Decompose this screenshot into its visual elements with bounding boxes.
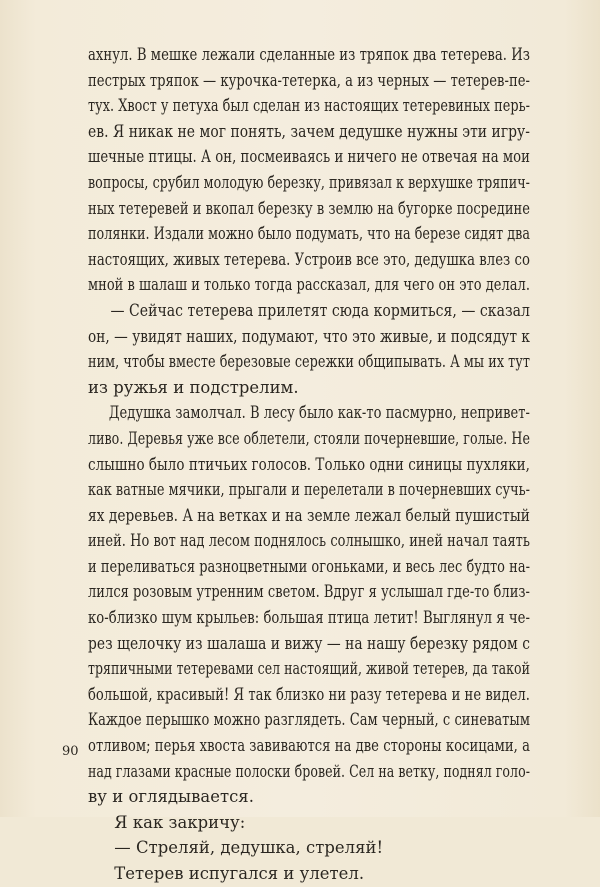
text-line: настоящих, живых тетерева. Устроив все это, дедушка влез со [88, 249, 530, 269]
text-line: большой, красивый! Я так близко ни разу тетерева и не видел. [88, 684, 530, 704]
text-line: ях деревьев. А на ветках и на земле лежал белый пушистый [88, 505, 530, 525]
text-line: рез щелочку из шалаша и вижу — на нашу березку рядом с [88, 633, 530, 653]
text-line: мной в шалаш и только тогда рассказал, для чего он это делал. [88, 275, 530, 295]
text-line: из ружья и подстрелим. [88, 377, 299, 397]
text-line: он, — увидят наших, подумают, что это живые, и подсядут к [88, 326, 530, 346]
text-line: ко-близко шум крыльев: большая птица летит! Выглянул я че- [88, 608, 530, 628]
text-line: ев. Я никак не мог понять, зачем дедушке нужны эти игру- [88, 121, 530, 141]
body-text [88, 42, 530, 887]
text-line: ним, чтобы вместе березовые сережки общипывать. А мы их тут [88, 352, 530, 372]
text-line: ву и оглядывается. [88, 787, 254, 807]
text-line: — Стреляй, дедушка, стреляй! [88, 838, 384, 858]
text-line: тряпичными тетеревами сел настоящий, живой тетерев, да такой [88, 659, 530, 679]
text-line: ливо. Деревья уже все облетели, стояли почерневшие, голые. Не [88, 428, 530, 448]
text-line: пестрых тряпок — курочка-тетерка, а из черных — тетерев-пе- [88, 70, 530, 90]
text-line: ахнул. В мешке лежали сделанные из тряпок два тетерева. Из [88, 45, 530, 64]
text-line: вопросы, срубил молодую березку, привязал к верхушке тряпич- [88, 172, 530, 192]
text-line: над глазами красные полоски бровей. Сел на ветку, поднял голо- [88, 761, 530, 781]
text-line: — Сейчас тетерева прилетят сюда кормиться, — сказал [88, 300, 530, 320]
text-line: Я как закричу: [88, 812, 246, 832]
text-line: полянки. Издали можно было подумать, что на березе сидят два [88, 224, 530, 244]
page-number: 90 [62, 744, 79, 759]
text-line: лился розовым утренним светом. Вдруг я услышал где-то близ- [88, 582, 530, 602]
text-line: Тетерев испугался и улетел. [88, 864, 365, 883]
text-line: тух. Хвост у петуха был сделан из настоящих тетеревиных перь- [88, 96, 530, 116]
text-line: Дедушка замолчал. В лесу было как-то пасмурно, непривет- [88, 403, 530, 423]
text-line: и переливаться разноцветными огоньками, и весь лес будто на- [88, 556, 530, 576]
text-line: ных тетеревей и вкопал березку в землю на бугорке посредине [88, 198, 530, 218]
text-line: слышно было птичьих голосов. Только одни синицы пухляки, [88, 454, 530, 474]
text-line: шечные птицы. А он, посмеиваясь и ничего не отвечая на мои [88, 147, 530, 167]
text-line: как ватные мячики, прыгали и перелетали в почерневших сучь- [88, 480, 530, 500]
text-line: иней. Но вот над лесом поднялось солнышко, иней начал таять [88, 531, 530, 551]
text-line: Каждое перышко можно разглядеть. Сам черный, с синеватым [88, 710, 530, 730]
text-line: отливом; перья хвоста завиваются на две стороны косицами, а [88, 736, 530, 756]
